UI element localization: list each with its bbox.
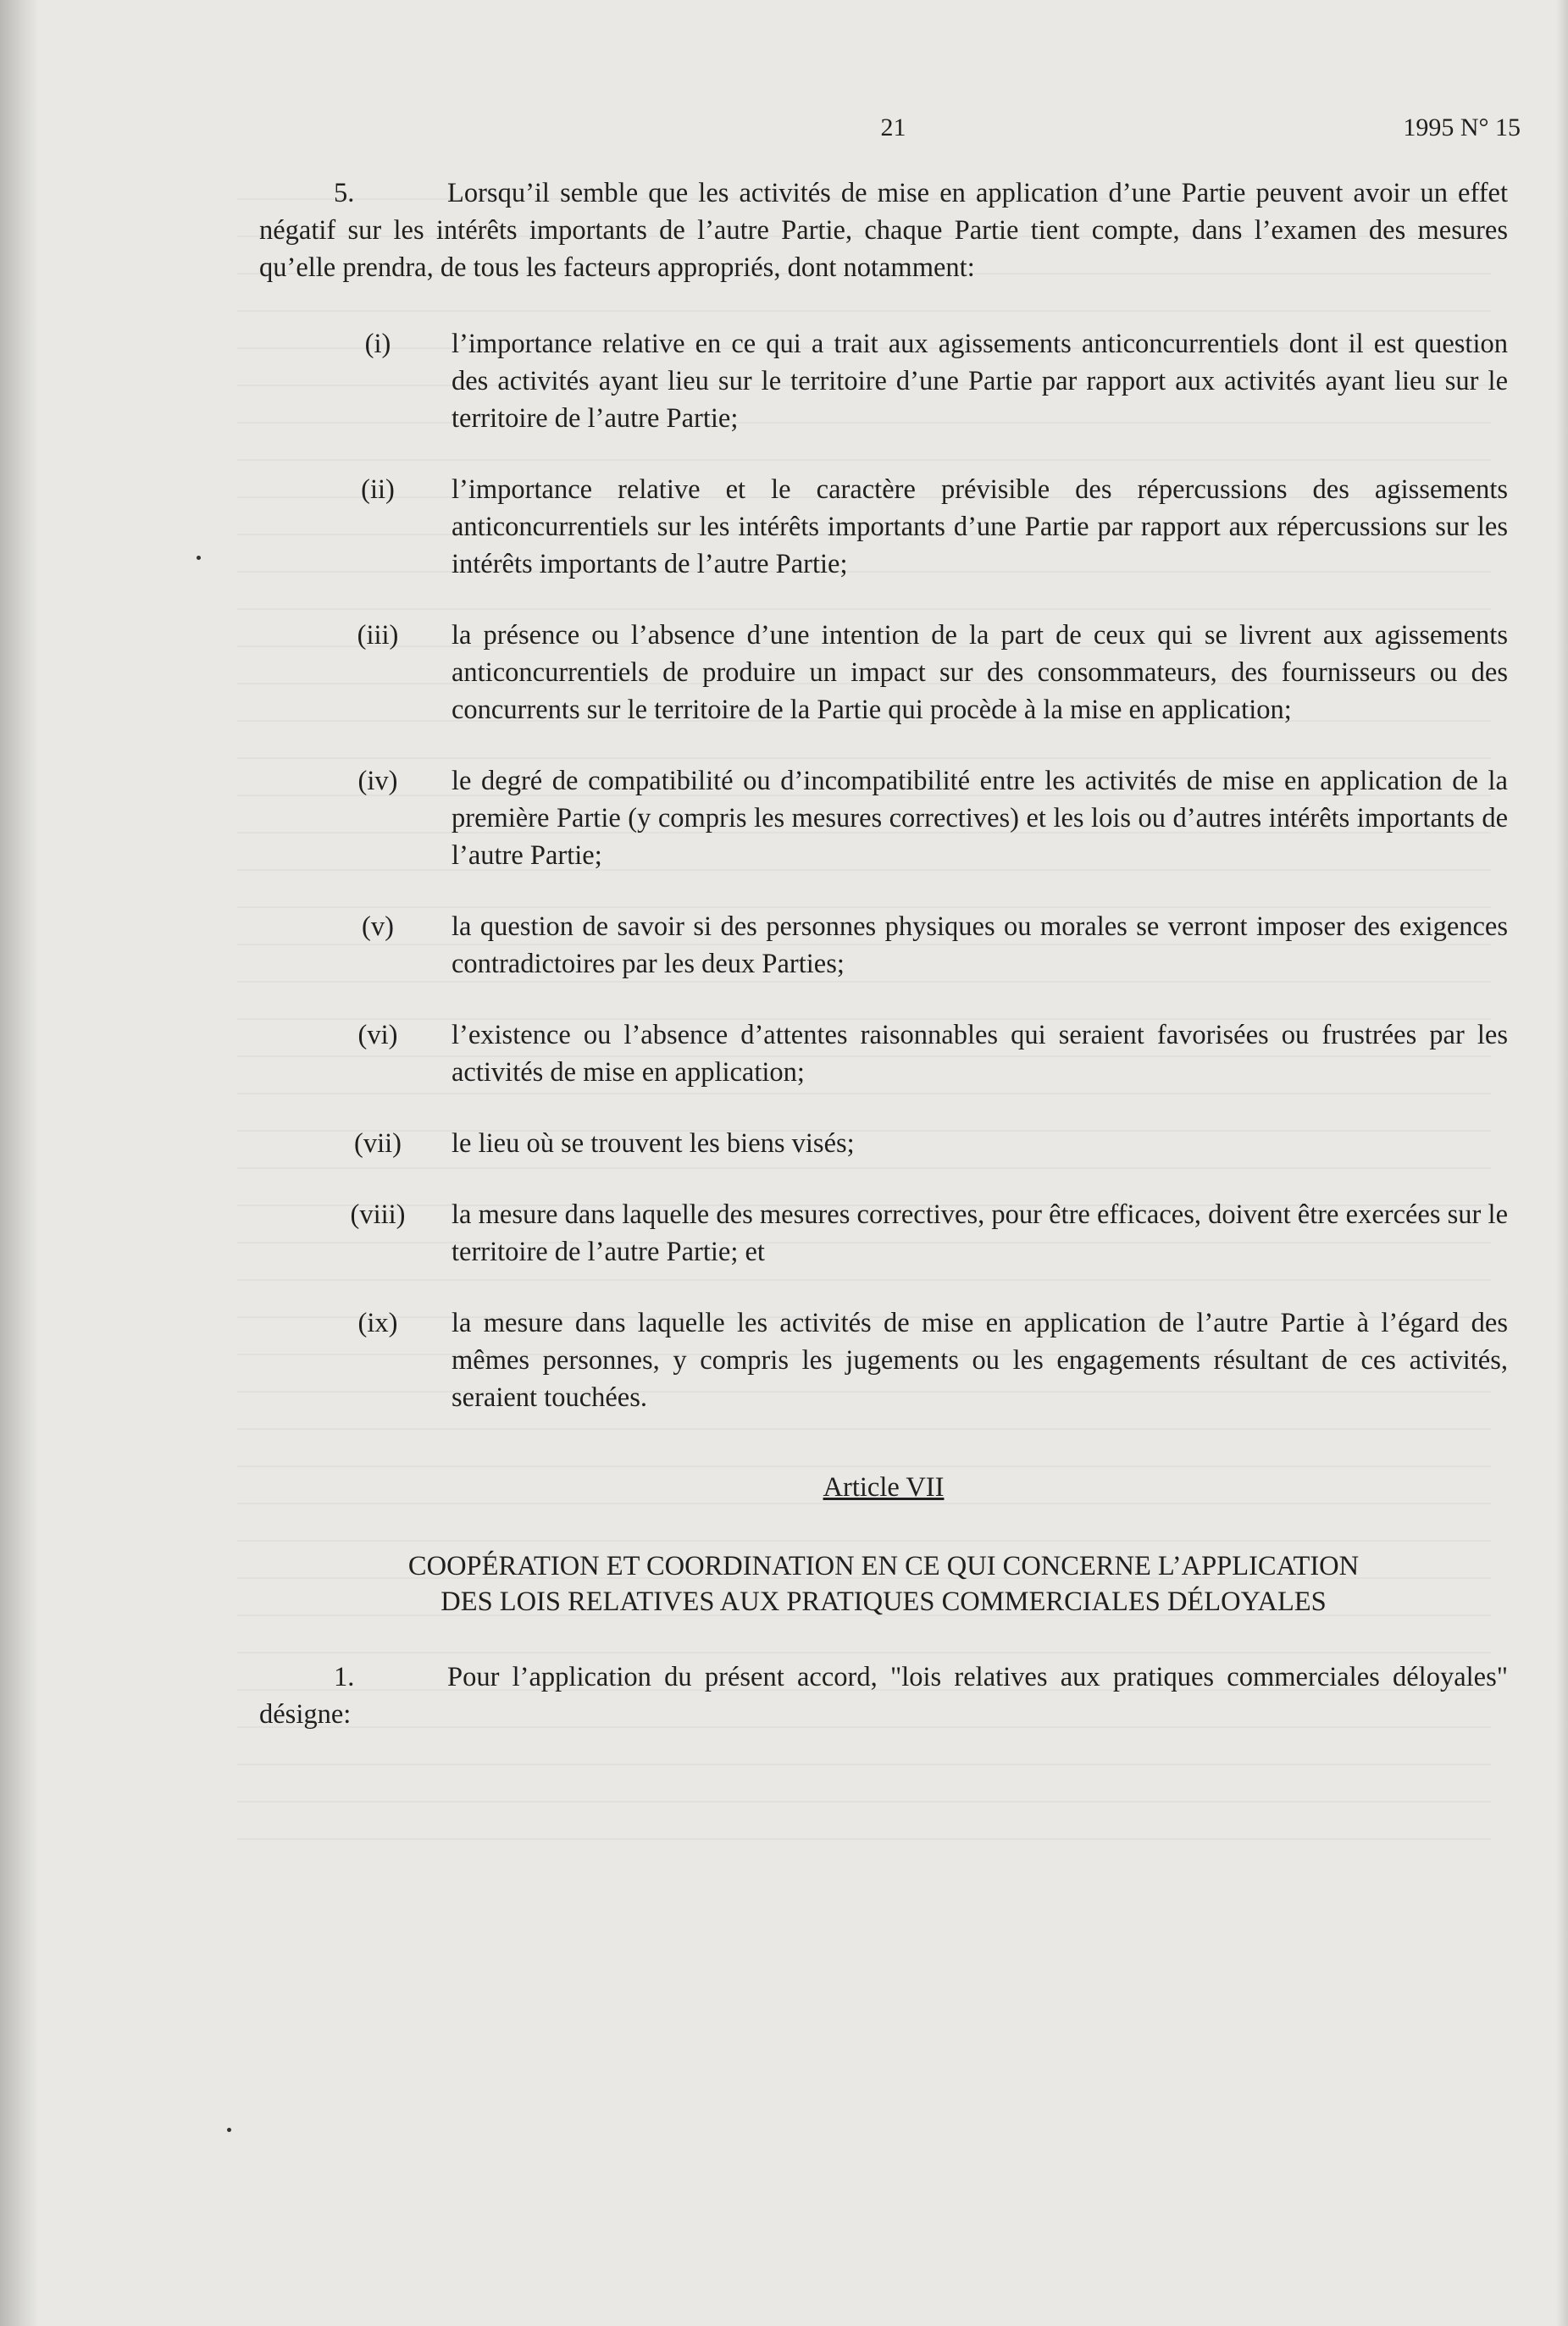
list-item [259, 1016, 1508, 1091]
paragraph-5 [259, 174, 1508, 286]
page-edge-shadow [1556, 0, 1568, 2326]
list-item [259, 1304, 1508, 1416]
paragraph-number: 1. [334, 1662, 355, 1692]
list-item-text: l’importance relative en ce qui a trait aux agissements anticoncurrentiels dont il est question des activités ayant lieu sur le territoire d’une Partie par rapport aux activités ayant lieu sur le territoire de l’autre Partie; [452, 329, 1508, 434]
scan-speck [197, 556, 201, 560]
scan-speck [227, 2128, 231, 2132]
list-item-label: (vi) [357, 1020, 398, 1050]
article-title: Article VII [823, 1472, 945, 1503]
list-item-text: l’existence ou l’absence d’attentes raisonnables qui seraient favorisées ou frustrées par les activités de mise en application; [452, 1020, 1508, 1088]
list-item [259, 325, 1508, 437]
list-item [259, 617, 1508, 728]
document-reference: 1995 N° 15 [1403, 114, 1521, 141]
paragraph-text: Lorsqu’il semble que les activités de mise en application d’une Partie peuvent avoir un effet négatif sur les intérêts importants de l’autre Partie, chaque Partie tient compte, dans l’examen des mesures qu’elle prendra, de tous les facteurs appropriés, dont notamment: [259, 178, 1508, 283]
article-heading-line: COOPÉRATION ET COORDINATION EN CE QUI CONCERNE L’APPLICATION [407, 1551, 1360, 1581]
paragraph-1 [259, 1659, 1508, 1733]
list-item-label: (vii) [354, 1128, 402, 1159]
list-item-text: la présence ou l’absence d’une intention de la part de ceux qui se livrent aux agissements anticoncurrentiels de produire un impact sur des consommateurs, des fournisseurs ou des concurrents sur le territoire de la Partie qui procède à la mise en application; [452, 620, 1508, 725]
paragraph-text: Pour l’application du présent accord, "lois relatives aux pratiques commerciales déloyales" désigne: [259, 1662, 1508, 1730]
list-item-label: (v) [362, 911, 394, 942]
page-body [259, 174, 1508, 1733]
page-number: 21 [880, 114, 906, 141]
list-item-text: la mesure dans laquelle les activités de mise en application de l’autre Partie à l’égard des mêmes personnes, y compris les jugements ou les engagements résultant de ces activités, seraient touchées. [452, 1308, 1508, 1413]
list-item [259, 762, 1508, 874]
page-binding-shadow [0, 0, 39, 2326]
list-item [259, 471, 1508, 583]
list-item [259, 1125, 1508, 1162]
paragraph-number: 5. [334, 178, 355, 208]
list-item-label: (i) [364, 329, 391, 359]
list-item-text: la question de savoir si des personnes physiques ou morales se verront imposer des exigences contradictoires par les deux Parties; [452, 911, 1508, 979]
list-item-text: le degré de compatibilité ou d’incompatibilité entre les activités de mise en application de la première Partie (y compris les mesures correctives) et les lois ou d’autres intérêts importants de l’autre Partie; [452, 766, 1508, 871]
list-item-label: (iv) [357, 766, 398, 796]
list-item-text: la mesure dans laquelle des mesures correctives, pour être efficaces, doivent être exercées sur le territoire de l’autre Partie; et [452, 1199, 1508, 1267]
list-item-label: (ii) [361, 474, 395, 505]
list-item-label: (viii) [350, 1199, 406, 1230]
list-item-text: l’importance relative et le caractère prévisible des répercussions des agissements anticoncurrentiels sur les intérêts importants d’une Partie par rapport aux répercussions sur les intérêts importants de l’autre Partie; [452, 474, 1508, 579]
list-item-text: le lieu où se trouvent les biens visés; [452, 1128, 855, 1159]
factor-list [259, 325, 1508, 1416]
list-item [259, 1196, 1508, 1271]
list-item-label: (iii) [357, 620, 399, 651]
article-heading [259, 1548, 1508, 1620]
list-item [259, 908, 1508, 983]
article-heading-line: DES LOIS RELATIVES AUX PRATIQUES COMMERCIALES DÉLOYALES [440, 1587, 1327, 1617]
list-item-label: (ix) [357, 1308, 398, 1338]
